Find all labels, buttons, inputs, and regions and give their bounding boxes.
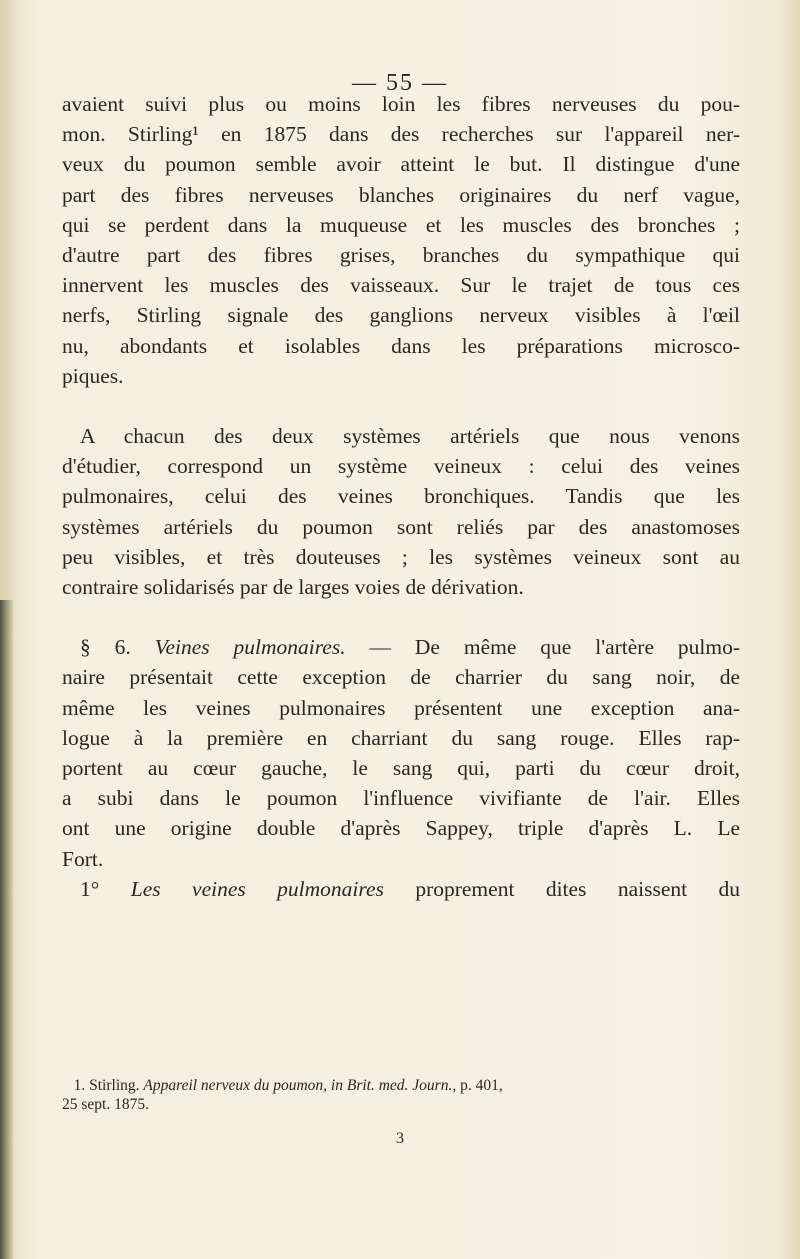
text-line: portent au cœur gauche, le sang qui, parti du cœur droit, — [62, 756, 740, 781]
text-line: nerfs, Stirling signale des ganglions nerveux visibles à l'œil — [62, 303, 740, 328]
text-line: logue à la première en charriant du sang rouge. Elles rap- — [62, 725, 740, 750]
section-title: Veines pulmonaires. — [154, 635, 346, 660]
text-line: d'autre part des fibres grises, branches du sympathique qui — [62, 243, 740, 268]
footnote-line: 25 sept. 1875. — [62, 1096, 149, 1113]
text-line: A chacun des deux systèmes artériels que nous venons — [80, 424, 740, 449]
numbered-heading-line — [62, 874, 740, 904]
body-text — [62, 89, 740, 904]
paragraph-1 — [62, 89, 740, 391]
text-line: veux du poumon semble avoir atteint le but. Il distingue d'une — [62, 152, 740, 177]
footnote-page: p. 401, — [460, 1077, 503, 1094]
footnote — [62, 1076, 740, 1114]
text-fragment: — De même que l'artère pulmo- — [369, 635, 741, 660]
text-line: systèmes artériels du poumon sont reliés par des anastomoses — [62, 514, 740, 539]
text-line: Fort. — [62, 846, 104, 871]
text-line: piques. — [62, 363, 124, 388]
text-line: qui se perdent dans la muqueuse et les muscles des bronches ; — [62, 212, 740, 237]
paragraph-2 — [62, 421, 740, 602]
page-number: — 55 — — [352, 70, 448, 96]
text-line: d'étudier, correspond un système veineux : celui des veines — [62, 454, 740, 479]
text-line: mon. Stirling¹ en 1875 dans des recherches sur l'appareil ner- — [62, 122, 740, 147]
text-line: part des fibres nerveuses blanches originaires du nerf vague, — [62, 182, 740, 207]
text-line: avaient suivi plus ou moins loin les fibres nerveuses du pou- — [62, 92, 740, 116]
item-title: Les veines pulmonaires — [130, 876, 384, 901]
section-mark: § 6. — [80, 635, 131, 660]
footnote-author: Stirling. — [89, 1077, 140, 1094]
text-line: nu, abondants et isolables dans les préparations microsco- — [62, 333, 740, 358]
text-line: même les veines pulmonaires présentent une exception ana- — [62, 695, 740, 720]
binding-edge — [0, 600, 14, 1259]
text-line: naire présentait cette exception de charrier du sang noir, de — [62, 665, 740, 690]
text-line: ont une origine double d'après Sappey, triple d'après L. Le — [62, 816, 740, 841]
text-line: pulmonaires, celui des veines bronchiques. Tandis que les — [62, 484, 740, 509]
footnote-number: 1. — [73, 1077, 86, 1094]
footnote-title: Appareil nerveux du poumon, in Brit. med. Journ., — [143, 1077, 457, 1094]
text-line: contraire solidarisés par de larges voies de dérivation. — [62, 575, 524, 600]
signature-mark: 3 — [396, 1130, 404, 1147]
paragraph-3 — [62, 632, 740, 874]
footnote-line — [62, 1076, 740, 1095]
paragraph-4 — [62, 874, 740, 904]
text-line: peu visibles, et très douteuses ; les systèmes veineux sont au — [62, 544, 740, 569]
item-number: 1° — [80, 876, 100, 901]
text-fragment: proprement dites naissent du — [415, 876, 741, 901]
text-line: innervent les muscles des vaisseaux. Sur le trajet de tous ces — [62, 273, 740, 298]
section-heading-line — [62, 632, 740, 662]
text-line: a subi dans le poumon l'influence vivifiante de l'air. Elles — [62, 786, 740, 811]
